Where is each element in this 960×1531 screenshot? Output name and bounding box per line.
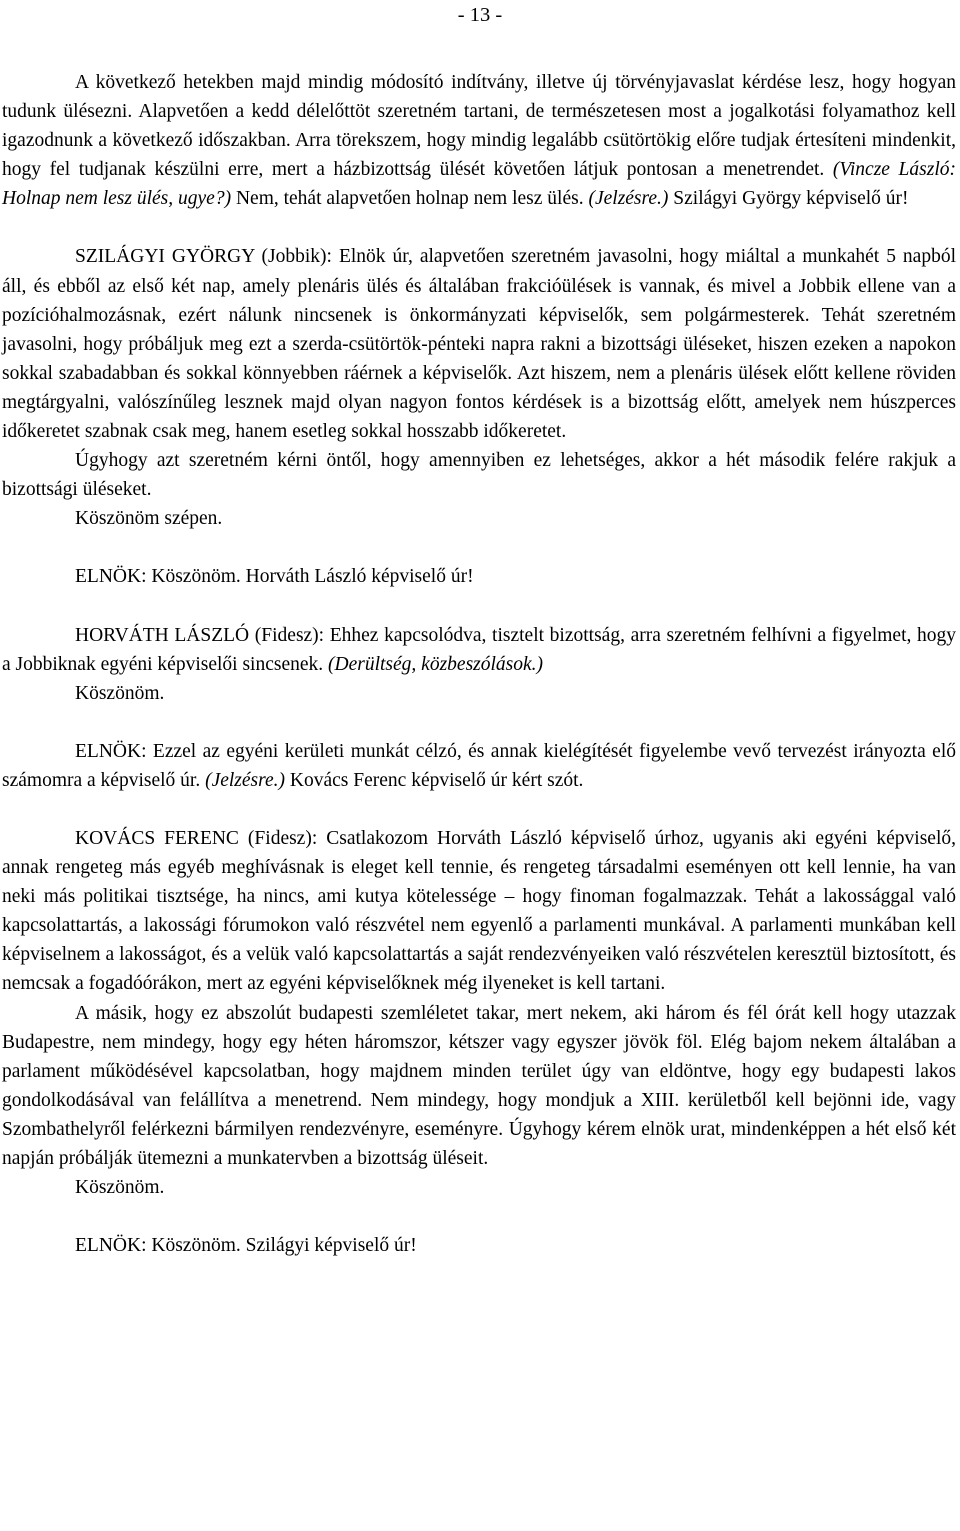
paragraph-kovacs-thanks [2,1173,956,1202]
text-segment: HORVÁTH LÁSZLÓ (Fidesz): Ehhez kapcsolódva, tisztelt bizottság, arra szeretném felhívni a figyelmet, hogy a Jobbiknak egyéni képviselői sincsenek. [2,624,956,675]
stage-direction: (Derültség, közbeszólások.) [328,653,544,675]
paragraph-chair-kovacs [2,737,956,795]
text-segment: ELNÖK: Köszönöm. Horváth László képviselő úr! [75,566,474,588]
interjection: (Vincze László: Holnap nem lesz ülés, ugye?) [2,159,956,210]
text-segment: SZILÁGYI GYÖRGY (Jobbik): Elnök úr, alapvetően szeretném javasolni, hogy miáltal a munkahét 5 napból áll, és ebből az első két nap, amely plenáris ülés és általában frakcióülések is vannak, és mivel a Jobbik ellene van a pozícióhalmozásnak, ezért nálunk nincsenek is önkormányzati képviselők, sem polgármesterek. Tehát szeretném javasolni, hogy próbáljuk meg ezt a szerda-csütörtök-pénteki napra rakni a bizottsági üléseket, hiszen ezeken a napokon sokkal szabadabban és sokkal könnyebben ráérnek a képviselők. Azt hiszem, nem a plenáris ülések előtt kellene röviden megtárgyalni, valószínűleg lesznek majd olyan nagyon fontos kérdések is a bizottság előtt, amelyek nem húszperces időkeretet szabnak csak meg, hanem esetleg sokkal hosszabb időkeretet. [2,246,956,443]
paragraph-chair-szilagyi [2,1231,956,1260]
paragraph-chair-horvath [2,562,956,591]
paragraph-szilagyi-speech [2,242,956,446]
text-segment: ELNÖK: Köszönöm. Szilágyi képviselő úr! [75,1235,417,1257]
text-segment: Úgyhogy azt szeretném kérni öntől, hogy amennyiben ez lehetséges, akkor a hét második felére rakjuk a bizottsági üléseket. [2,450,956,501]
page-number: - 13 - [457,4,503,26]
text-segment: KOVÁCS FERENC (Fidesz): Csatlakozom Horváth László képviselő úrhoz, ugyanis aki egyéni képviselő, annak rengeteg más egyéb meghívásnak is eleget kell tennie, és rengeteg társadalmi eseményen ott kell lennie, ha van neki más politikai tisztsége, ha nincs, ami kutya kötelessége – hogy finoman fogalmazzak. Tehát a lakossággal való kapcsolattartás, a lakossági fórumokon való részvétel nem egyenlő a parlamenti munkával. A parlamenti munkában kell képviselnem a lakosságot, és a velük való kapcsolattartás a saját rendezvényeiken való részvételen keresztül biztosított, és nemcsak a fogadóórákon, mert az egyéni képviselőknek még ilyeneket is kell tartani. [2,827,956,995]
paragraph-horvath-speech [2,621,956,679]
paragraph-chair-intro [2,68,956,213]
text-segment: A másik, hogy ez abszolút budapesti szemléletet takar, mert nekem, aki három és fél órát kell hogy utazzak Budapestre, nem mindegy, hogy egy héten háromszor, kétszer vagy egyszer jövök föl. Elég bajom nekem általában a parlament működésével kapcsolatban, hogy majdnem minden terület úgy van eldöntve, hogy egy budapesti lakos gondolkodásával van felállítva a menetrend. Nem mindegy, hogy mondjuk a XIII. kerületből kell bejönni ide, vagy Szombathelyről felérkezni bármilyen rendezvényre, eseményre. Úgyhogy kérem elnök urat, mindenképpen a hét első két napján próbálják ütemezni a munkatervben a bizottság üléseit. [2,1002,956,1169]
paragraph-kovacs-second [2,999,956,1174]
text-segment: Köszönöm. [75,682,165,704]
text-segment: Nem, tehát alapvetően holnap nem lesz ülés. [231,188,589,210]
paragraph-szilagyi-request [2,446,956,504]
text-segment: ELNÖK: Ezzel az egyéni kerületi munkát célzó, és annak kielégítését figyelembe vevő tervezést irányozta elő számomra a képviselő úr. [2,740,956,791]
text-segment: Kovács Ferenc képviselő úr kért szót. [285,769,584,791]
paragraph-horvath-thanks [2,679,956,708]
paragraph-kovacs-speech [2,824,956,999]
document-body [2,68,956,1260]
text-segment: Szilágyi György képviselő úr! [668,188,909,210]
stage-direction: (Jelzésre.) [588,188,669,210]
text-segment: A következő hetekben majd mindig módosító indítvány, illetve új törvényjavaslat kérdése lesz, hogy hogyan tudunk ülésezni. Alapvetően a kedd délelőttöt szeretném tartani, de természetesen most a jogalkotási folyamathoz kell igazodnunk a következő időszakban. Arra törekszem, hogy mindig legalább csütörtökig előre tudjak értesíteni mindenkit, hogy fel tudjanak készülni erre, mert a házbizottság ülését követően látjuk pontosan a menetrendet. [2,72,956,181]
paragraph-szilagyi-thanks [2,504,956,533]
stage-direction: (Jelzésre.) [205,769,286,791]
text-segment: Köszönöm szépen. [75,508,223,530]
text-segment: Köszönöm. [75,1177,165,1199]
